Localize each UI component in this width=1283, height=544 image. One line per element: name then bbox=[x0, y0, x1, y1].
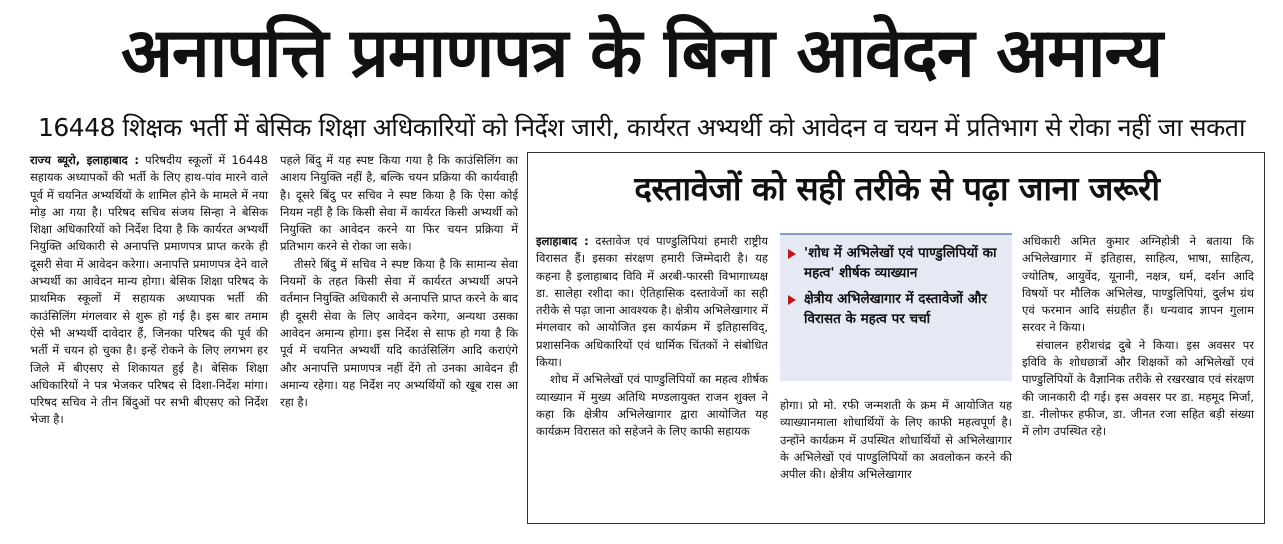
subheadline: 16448 शिक्षक भर्ती में बेसिक शिक्षा अधिकारियों को निर्देश जारी, कार्यरत अभ्यर्थी को आवेदन व चयन में प्रतिभाग से रोका नहीं जा सकता bbox=[37, 113, 1245, 142]
highlight-text: 'शोध में अभिलेखों एवं पाण्डुलिपियों का महत्व' शीर्षक व्याख्यान bbox=[804, 245, 997, 281]
sidebar-paragraph: संचालन हरीशचंद्र दुबे ने किया। इस अवसर पर इविवि के शोधछात्रों और शिक्षकों को अभिलेखों एवं पाण्डुलिपियों के वैज्ञानिक तरीके से रखरखाव एवं संरक्षण की जानकारी दी गई। इस अवसर पर डा. महमूद मिर्जा, डा. नीलोफर हफीज, डा. जीनत रजा सहित बड़ी संख्या में लोग उपस्थित रहे। bbox=[1022, 337, 1254, 439]
highlights-box bbox=[780, 233, 1012, 381]
sidebar-text: दस्तावेज एवं पाण्डुलिपियां हमारी राष्ट्रीय विरासत हैं। इसका संरक्षण हमारी जिम्मेदारी है। यह कहना है इलाहाबाद विवि में अरबी-फारसी विभागाध्यक्ष डा. सालेहा रशीदा का। ऐतिहासिक दस्तावेजों का सही तरीके से पढ़ा जाना आवश्यक है। क्षेत्रीय अभिलेखागार में मंगलवार को आयोजित इस कार्यक्रम में इतिहासविद्, प्रशासनिक अधिकारियों एवं धार्मिक चिंतकों ने संबोधित किया। bbox=[536, 234, 768, 370]
sidebar-paragraph: शोध में अभिलेखों एवं पाण्डुलिपियों का महत्व शीर्षक व्याख्यान में मुख्य अतिथि मण्डलायुक्त राजन शुक्ल ने कहा कि क्षेत्रीय अभिलेखागार द्वारा आयोजित यह कार्यक्रम विरासत को सहेजने के लिए काफी सहायक bbox=[536, 372, 768, 439]
sidebar-paragraph: होगा। प्रो मो. रफी जन्मशती के क्रम में आयोजित यह व्याख्यानमाला शोधार्थियों के लिए काफी महत्वपूर्ण है। उन्होंने कार्यक्रम में उपस्थित शोधार्थियों से अभिलेखागार के अभिलेखों एवं पाण्डुलिपियों का अवलोकन करने की अपील की। क्षेत्रीय अभिलेखागार bbox=[780, 398, 1012, 482]
article-paragraph bbox=[30, 152, 268, 429]
sidebar-column-2 bbox=[780, 397, 1012, 483]
highlight-item bbox=[786, 243, 1006, 283]
article-text: परिषदीय स्कूलों में 16448 सहायक अध्यापकों की भर्ती के लिए हाथ-पांव मारने वाले पूर्व में चयनित अभ्यर्थियों के शामिल होने के मामले में नया मोड़ आ गया है। परिषद सचिव संजय सिन्हा ने बेसिक शिक्षा अधिकारियों को निर्देश दिया है कि कार्यरत अभ्यर्थी नियुक्ति अधिकारी से अनापत्ति प्रमाणपत्र प्राप्त करके ही दूसरी सेवा में आवेदन करेगा। अनापत्ति प्रमाणपत्र देने वाले अभ्यर्थी का आवेदन मान्य होगा। बेसिक शिक्षा परिषद के प्राथमिक स्कूलों में सहायक अध्यापक भर्ती की काउंसिलिंग मंगलवार से शुरू हो गई है। इस बार तमाम ऐसे भी अभ्यर्थी दावेदार हैं, जिनका परिषद की पूर्व की भर्ती में चयन हो चुका है। इन्हें रोकने के लिए लगभग हर जिले में बीएसए से शिकायत हुई है। बेसिक शिक्षा अधिकारियों ने पत्र भेजकर परिषद से दिशा-निर्देश मांगा। परिषद सचिव ने तीन बिंदुओं पर सभी बीएसए को निर्देश भेजा है। bbox=[30, 153, 268, 427]
sidebar-story-box bbox=[527, 152, 1265, 524]
sidebar-headline: दस्तावेजों को सही तरीके से पढ़ा जाना जरूरी bbox=[634, 169, 1160, 208]
headline: अनापत्ति प्रमाणपत्र के बिना आवेदन अमान्य bbox=[120, 14, 1163, 93]
article-paragraph: पहले बिंदु में यह स्पष्ट किया गया है कि काउंसिलिंग का आशय नियुक्ति नहीं है, बल्कि चयन प्रक्रिया की कार्यवाही है। दूसरे बिंदु पर सचिव ने स्पष्ट किया है कि ऐसा कोई नियम नहीं है कि किसी सेवा में कार्यरत किसी अभ्यर्थी को नियुक्ति का आवेदन करने या फिर चयन प्रक्रिया में प्रतिभाग करने से रोका जा सके। bbox=[280, 153, 518, 254]
sidebar-paragraph bbox=[536, 233, 768, 371]
bullet-arrow-icon bbox=[788, 249, 796, 259]
byline: राज्य ब्यूरो, इलाहाबाद : bbox=[30, 153, 139, 167]
highlight-text: क्षेत्रीय अभिलेखागार में दस्तावेजों और विरासत के महत्व पर चर्चा bbox=[804, 291, 987, 327]
bullet-arrow-icon bbox=[788, 295, 796, 305]
sidebar-column-3 bbox=[1022, 233, 1254, 441]
highlight-item bbox=[786, 289, 1006, 329]
article-column-2 bbox=[280, 152, 518, 411]
dateline: इलाहाबाद : bbox=[536, 234, 589, 248]
article-paragraph: तीसरे बिंदु में सचिव ने स्पष्ट किया है कि सामान्य सेवा नियमों के तहत किसी सेवा में कार्यरत अभ्यर्थी अपने वर्तमान नियुक्ति अधिकारी से अनापत्ति प्राप्त करने के बाद ही दूसरी सेवा के लिए आवेदन करेगा, अन्यथा उसका आवेदन अमान्य होगा। इस निर्देश से साफ हो गया है कि पूर्व में चयनित अभ्यर्थी यदि काउंसिलिंग आदि कराएंगे और अनापत्ति प्रमाणपत्र नहीं देंगे तो उनका आवेदन ही अमान्य रहेगा। यह निर्देश नए अभ्यर्थियों को खूब रास आ रहा है। bbox=[280, 256, 518, 410]
sidebar-column-1 bbox=[536, 233, 768, 441]
sidebar-paragraph: अधिकारी अमित कुमार अग्निहोत्री ने बताया कि अभिलेखागार में इतिहास, साहित्य, भाषा, साहित्य, ज्योतिष, आयुर्वेद, यूनानी, नक्षत्र, धर्म, दर्शन आदि विषयों पर मौलिक अभिलेख, पाण्डुलिपियां, दुर्लभ ग्रंथ एवं फरमान आदि संग्रहीत हैं। धन्यवाद ज्ञापन गुलाम सरवर ने किया। bbox=[1022, 234, 1254, 335]
article-column-1 bbox=[30, 152, 268, 429]
